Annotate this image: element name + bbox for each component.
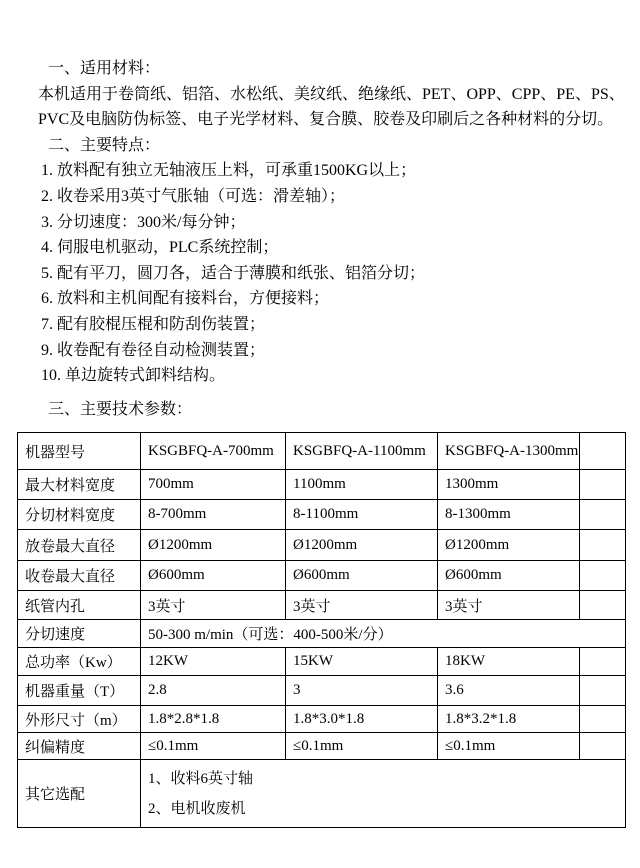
spec-value-cell: Ø600mm (141, 561, 286, 591)
feature-item: 5. 配有平刀，圆刀各，适合于薄膜和纸张、铝箔分切； (41, 264, 426, 282)
spec-label-cell: 分切速度 (18, 620, 141, 648)
spec-value-cell: Ø600mm (438, 561, 580, 591)
spec-value-cell: 8-700mm (141, 500, 286, 530)
spec-value-cell: KSGBFQ-A-1300mm (438, 433, 580, 470)
spec-value-cell: KSGBFQ-A-700mm (141, 433, 286, 470)
empty-cell (580, 733, 626, 760)
feature-item: 6. 放料和主机间配有接料台，方便接料； (41, 290, 330, 308)
feature-item: 4. 伺服电机驱动，PLC系统控制； (41, 239, 279, 257)
spec-value-cell: 1.8*3.0*1.8 (286, 706, 438, 733)
empty-cell (580, 676, 626, 706)
empty-cell (580, 500, 626, 530)
spec-value-cell-speed: 50-300 m/min（可选：400-500米/分） (141, 620, 626, 648)
empty-cell (580, 530, 626, 561)
table-row-model (18, 433, 626, 470)
feature-item: 1. 放料配有独立无轴液压上料，可承重1500KG以上； (41, 162, 417, 180)
table-row-slit-width (18, 500, 626, 530)
feature-item: 2. 收卷采用3英寸气胀轴（可选：滑差轴）； (41, 187, 346, 205)
spec-value-cell: 15KW (286, 648, 438, 676)
section-heading-features: 二、主要特点： (48, 136, 161, 154)
spec-label-cell: 放卷最大直径 (18, 530, 141, 561)
table-row-deviation-accuracy (18, 733, 626, 760)
spec-value-cell: 1100mm (286, 470, 438, 500)
spec-table (17, 432, 626, 828)
spec-label-cell: 其它选配 (18, 760, 141, 828)
spec-label-cell: 总功率（Kw） (18, 648, 141, 676)
feature-item: 3. 分切速度：300米/每分钟； (41, 213, 246, 231)
spec-value-cell: ≤0.1mm (438, 733, 580, 760)
table-row-rewind-diameter (18, 561, 626, 591)
table-row-dimensions (18, 706, 626, 733)
spec-value-cell: Ø1200mm (141, 530, 286, 561)
table-row-unwind-diameter (18, 530, 626, 561)
spec-label-cell: 分切材料宽度 (18, 500, 141, 530)
spec-label-cell: 机器型号 (18, 433, 141, 470)
table-row-weight (18, 676, 626, 706)
document-page-text (0, 0, 640, 422)
empty-cell (580, 706, 626, 733)
table-row-speed (18, 620, 626, 648)
spec-label-cell: 机器重量（T） (18, 676, 141, 706)
spec-value-cell: 3.6 (438, 676, 580, 706)
table-row-max-width (18, 470, 626, 500)
spec-value-cell: ≤0.1mm (286, 733, 438, 760)
spec-value-cell: 3英寸 (286, 591, 438, 620)
spec-label-cell: 收卷最大直径 (18, 561, 141, 591)
spec-value-cell: 3英寸 (141, 591, 286, 620)
feature-item: 7. 配有胶棍压棍和防刮伤装置； (41, 315, 266, 333)
option-line: 2、电机收废机 (148, 800, 246, 817)
spec-value-cell: 1.8*2.8*1.8 (141, 706, 286, 733)
materials-paragraph-line: 本机适用于卷筒纸、铝箔、水松纸、美纹纸、绝缘纸、PET、OPP、CPP、PE、PS、 (38, 85, 625, 103)
spec-label-cell: 纸管内孔 (18, 591, 141, 620)
spec-value-cell: 12KW (141, 648, 286, 676)
feature-item: 9. 收卷配有卷径自动检测装置； (41, 341, 266, 359)
spec-label-cell: 外形尺寸（m） (18, 706, 141, 733)
spec-value-cell: ≤0.1mm (141, 733, 286, 760)
spec-value-cell: 18KW (438, 648, 580, 676)
spec-value-cell: Ø1200mm (438, 530, 580, 561)
spec-value-cell: 1300mm (438, 470, 580, 500)
section-heading-specs: 三、主要技术参数： (48, 400, 193, 418)
spec-value-cell: 2.8 (141, 676, 286, 706)
empty-cell (580, 561, 626, 591)
spec-value-cell-options (141, 760, 626, 828)
table-row-options (18, 760, 626, 828)
spec-label-cell: 纠偏精度 (18, 733, 141, 760)
spec-value-cell: 8-1300mm (438, 500, 580, 530)
spec-value-cell: 8-1100mm (286, 500, 438, 530)
section-heading-materials: 一、适用材料： (48, 60, 161, 77)
option-line: 1、收料6英寸轴 (148, 770, 254, 787)
spec-label-cell: 最大材料宽度 (18, 470, 141, 500)
table-row-power (18, 648, 626, 676)
empty-cell (580, 470, 626, 500)
materials-paragraph-line: PVC及电脑防伪标签、电子光学材料、复合膜、胶卷及印刷后之各种材料的分切。 (38, 111, 614, 129)
spec-value-cell: 1.8*3.2*1.8 (438, 706, 580, 733)
spec-value-cell: 3英寸 (438, 591, 580, 620)
feature-item: 10. 单边旋转式卸料结构。 (41, 367, 226, 385)
empty-cell (580, 591, 626, 620)
spec-value-cell: KSGBFQ-A-1100mm (286, 433, 438, 470)
spec-value-cell: Ø600mm (286, 561, 438, 591)
table-row-core-bore (18, 591, 626, 620)
spec-value-cell: 3 (286, 676, 438, 706)
empty-cell (580, 648, 626, 676)
empty-cell (580, 433, 626, 470)
spec-value-cell: 700mm (141, 470, 286, 500)
spec-value-cell: Ø1200mm (286, 530, 438, 561)
